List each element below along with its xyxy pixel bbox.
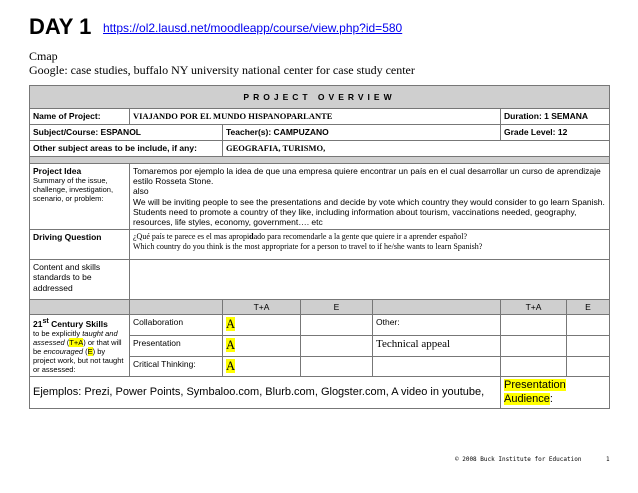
critical-thinking-e [301, 356, 373, 377]
e-header: E [301, 300, 373, 315]
presentation-label: Presentation [130, 335, 223, 356]
blank-cell-2 [501, 356, 567, 377]
teacher: Teacher(s): CAMPUZANO [223, 125, 501, 141]
collaboration-ta: A [223, 315, 301, 336]
content-standards-value [130, 260, 610, 300]
course-link[interactable]: https://ol2.lausd.net/moodleapp/course/view.php?id=580 [103, 21, 403, 35]
technical-appeal: Technical appeal [373, 335, 501, 356]
ta-header-2: T+A [501, 300, 567, 315]
presentation-e [301, 335, 373, 356]
project-idea-label: Project Idea [33, 166, 82, 176]
overview-title: PROJECT OVERVIEW [30, 86, 610, 109]
collaboration-e [301, 315, 373, 336]
ta-header: T+A [223, 300, 301, 315]
driving-question-en: Which country do you think is the most appropriate for a person to travel to if he/she wants to learn Spanish? [133, 241, 483, 251]
duration: Duration: 1 SEMANA [501, 109, 610, 125]
presentation-ta: A [223, 335, 301, 356]
day-heading: DAY 1 [29, 14, 92, 39]
grade-level: Grade Level: 12 [501, 125, 610, 141]
presentation-audience: Presentation Audience: [501, 377, 610, 408]
content-standards-label: Content and skills standards to be addressed [30, 260, 130, 300]
project-overview-table [29, 85, 610, 409]
e-header-2: E [567, 300, 610, 315]
other-subjects-label: Other subject areas to be include, if any: [30, 141, 223, 157]
blank-header-1 [30, 300, 130, 315]
name-label: Name of Project: [30, 109, 130, 125]
critical-thinking-ta: A [223, 356, 301, 377]
idea-text-1: Tomaremos por ejemplo la idea de que una empresa quiere encontrar un país en el cual desarrollar un curso de aprendizaje estilo Rosseta Stone. [133, 166, 601, 187]
driving-question-label: Driving Question [30, 230, 130, 260]
blank-header-2 [130, 300, 223, 315]
blank-cell-3 [567, 356, 610, 377]
project-idea-text [130, 164, 610, 230]
idea-text-2: also [133, 186, 149, 197]
idea-text-3: We will be inviting people to see the presentations and decide by vote which country they would consider to go learn Spanish. [133, 196, 605, 207]
subject-label: Subject/Course: ESPANOL [30, 125, 223, 141]
other-ta [501, 315, 567, 336]
spacer-row [30, 157, 610, 164]
project-idea-sub: Summary of the issue, challenge, investigation, scenario, or problem: [33, 176, 114, 204]
idea-text-4: Students need to promote a country of they like, including information about tourism, vaccinations needed, geography, resources, life styles, economy, government…. etc [133, 206, 577, 227]
footer-copyright: © 2008 Buck Institute for Education [455, 456, 582, 463]
page-number: 1 [606, 456, 610, 463]
collaboration-label: Collaboration [130, 315, 223, 336]
ejemplos-text: Ejemplos: Prezi, Power Points, Symbaloo.com, Blurb.com, Glogster.com, A video in youtube, [30, 377, 501, 408]
project-idea-cell [30, 164, 130, 230]
driving-question-text: ¿Qué país te parece es el mas apropidado para recomendarle a la gente que quiere ir a aprender español? Which country do you think is the most appropriate for a person to travel to if he/she wants to learn Spanish? [130, 230, 610, 260]
blank-cell-1 [373, 356, 501, 377]
technical-e [567, 335, 610, 356]
google-line: Google: case studies, buffalo NY university national center for case study center [29, 63, 415, 77]
other-subjects-value: GEOGRAFIA, TURISMO, [223, 141, 610, 157]
critical-thinking-label: Critical Thinking: [130, 356, 223, 377]
skills-cell: 21st Century Skills to be explicitly taught and assessed (T+A) or that will be encouraged (E) by project work, but not taught or assessed: [30, 315, 130, 377]
cmap-line: Cmap [29, 49, 58, 63]
other-e [567, 315, 610, 336]
name-value: VIAJANDO POR EL MUNDO HISPANOPARLANTE [130, 109, 501, 125]
other-label: Other: [373, 315, 501, 336]
blank-header-3 [373, 300, 501, 315]
technical-ta [501, 335, 567, 356]
